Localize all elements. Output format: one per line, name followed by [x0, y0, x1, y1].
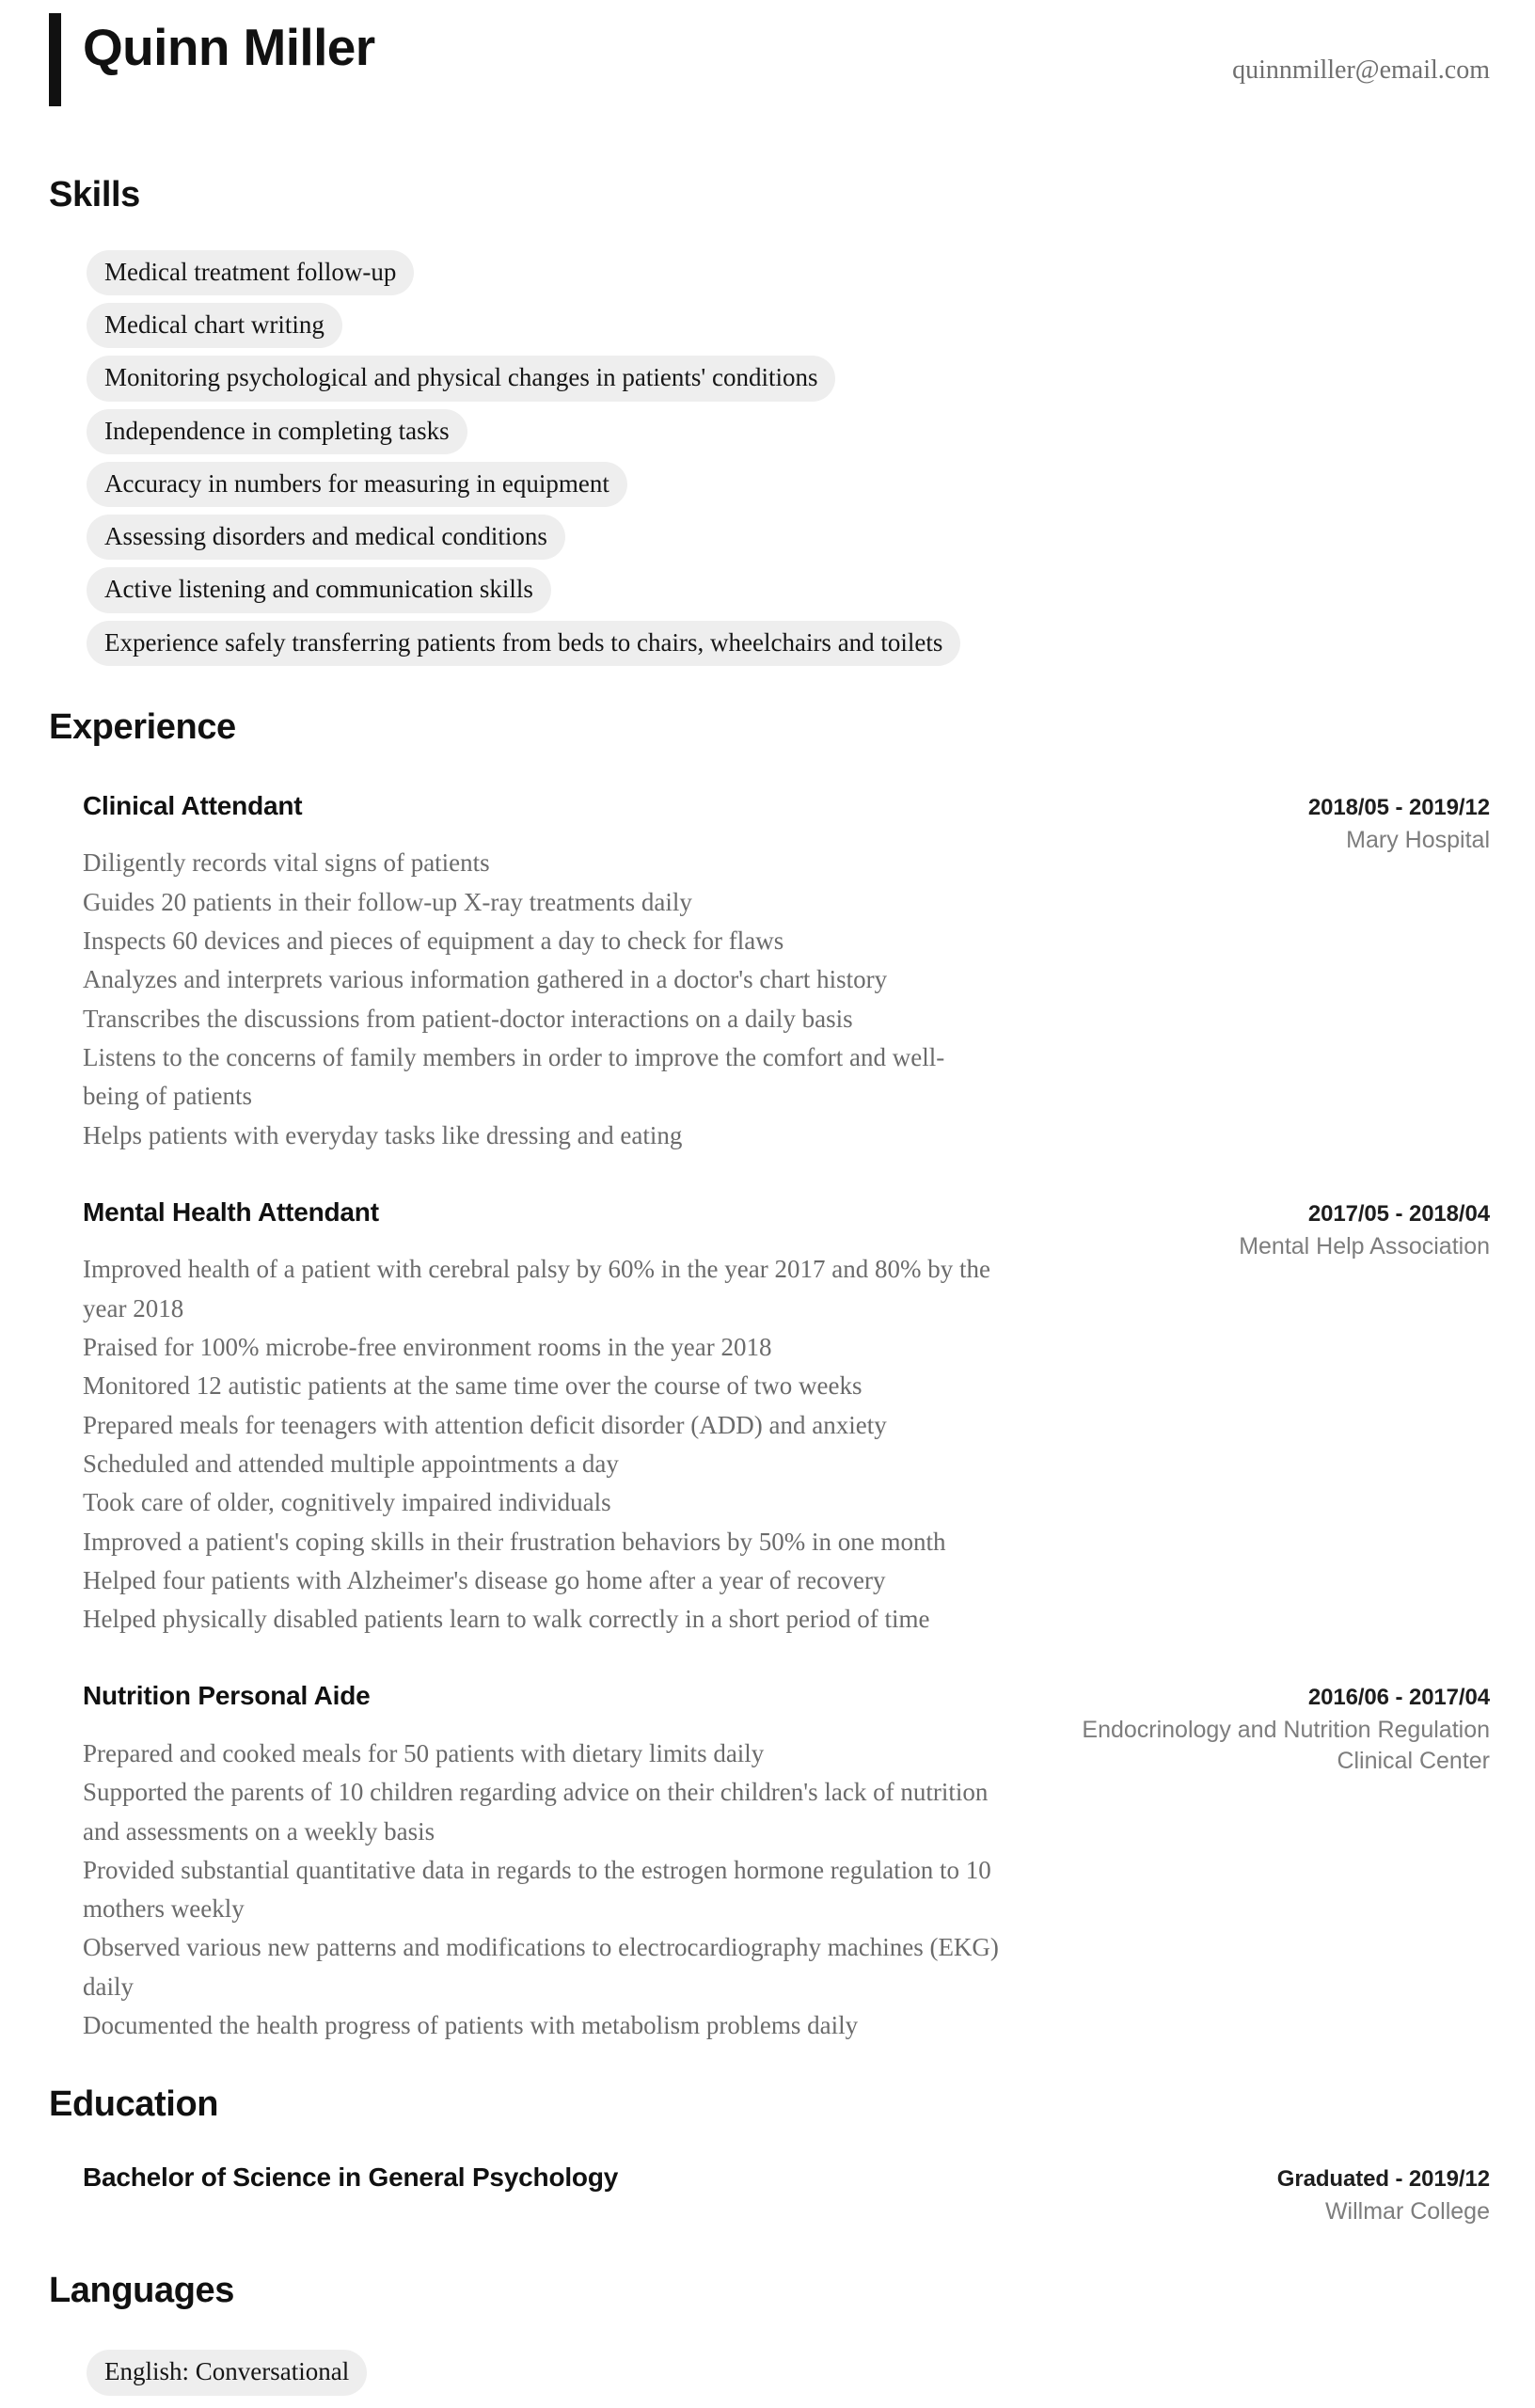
skill-pill: Independence in completing tasks: [87, 409, 467, 454]
job-description: [83, 1250, 1001, 1639]
job-organization: Endocrinology and Nutrition Regulation Clinical Center: [1082, 1717, 1490, 1775]
job-title: Nutrition Personal Aide: [83, 1681, 371, 1711]
name-block: [49, 13, 375, 106]
skill-row: [87, 567, 1490, 612]
job-description-line: Scheduled and attended multiple appointments a day: [83, 1449, 619, 1478]
experience-entry: [83, 790, 1490, 1155]
graduation-date: Graduated - 2019/12: [1276, 2166, 1490, 2193]
experience-entry-main: [83, 790, 1001, 1155]
job-title: Mental Health Attendant: [83, 1196, 379, 1227]
skills-pill-list: [87, 250, 1490, 666]
job-description-line: Observed various new patterns and modifications to electrocardiography machines (EKG) daily: [83, 1933, 999, 2001]
job-description-line: Improved a patient's coping skills in their frustration behaviors by 50% in one month: [83, 1527, 946, 1556]
languages-pill-list: [87, 2350, 1490, 2395]
job-description-line: Transcribes the discussions from patient-doctor interactions on a daily basis: [83, 1004, 853, 1033]
job-description-line: Documented the health progress of patients with metabolism problems daily: [83, 2011, 859, 2040]
education-entry: [83, 2162, 1490, 2227]
job-description-line: Improved health of a patient with cerebral palsy by 60% in the year 2017 and 80% by the year 2018: [83, 1255, 990, 1323]
skill-pill: Active listening and communication skills: [87, 567, 551, 612]
job-description-line: Inspects 60 devices and pieces of equipment a day to check for flaws: [83, 927, 784, 956]
languages-section-title: Languages: [49, 2271, 234, 2311]
resume-header: [49, 0, 1490, 124]
job-description-line: Helped physically disabled patients learn to walk correctly in a short period of time: [83, 1605, 930, 1634]
job-description: [83, 844, 1001, 1154]
accent-bar-decoration: [49, 13, 61, 106]
job-organization: Mary Hospital: [1346, 826, 1490, 853]
experience-entry-meta: [1001, 790, 1490, 856]
skills-section-title: Skills: [49, 175, 140, 214]
degree-title: Bachelor of Science in General Psychology: [83, 2162, 619, 2193]
job-description-line: Monitored 12 autistic patients at the same time over the course of two weeks: [83, 1371, 862, 1401]
job-organization: Mental Help Association: [1239, 1232, 1490, 1259]
job-description-line: Guides 20 patients in their follow-up X-ray treatments daily: [83, 887, 692, 916]
skill-row: [87, 356, 1490, 401]
education-entry-meta: [1001, 2162, 1490, 2227]
skill-pill: Medical treatment follow-up: [87, 250, 414, 295]
experience-entry: [83, 1680, 1490, 2045]
education-section: [49, 2086, 1490, 2227]
skill-row: [87, 250, 1490, 295]
job-dates: 2018/05 - 2019/12: [1307, 794, 1490, 820]
skill-row: [87, 621, 1490, 666]
skill-row: [87, 515, 1490, 560]
job-dates: 2016/06 - 2017/04: [1307, 1685, 1490, 1711]
job-description-line: Helped four patients with Alzheimer's disease go home after a year of recovery: [83, 1565, 886, 1594]
job-description-line: Praised for 100% microbe-free environment rooms in the year 2018: [83, 1333, 772, 1362]
job-description-line: Prepared and cooked meals for 50 patients with dietary limits daily: [83, 1739, 765, 1767]
education-section-title: Education: [49, 2084, 219, 2125]
skill-pill: Medical chart writing: [87, 303, 342, 348]
job-description-line: Took care of older, cognitively impaired individuals: [83, 1488, 611, 1517]
job-dates: 2017/05 - 2018/04: [1307, 1200, 1490, 1227]
education-entry-main: [83, 2162, 1001, 2194]
languages-section: [49, 2273, 1490, 2395]
skill-pill: Assessing disorders and medical conditions: [87, 515, 565, 560]
contact-email: quinnmiller@email.com: [1232, 55, 1490, 85]
job-description-line: Analyzes and interprets various information gathered in a doctor's chart history: [83, 965, 888, 994]
job-title: Clinical Attendant: [83, 790, 303, 820]
institution-name: Willmar College: [1324, 2198, 1490, 2226]
job-description-line: Listens to the concerns of family members in order to improve the comfort and well-being of patients: [83, 1042, 945, 1111]
job-description-line: Helps patients with everyday tasks like dressing and eating: [83, 1120, 683, 1149]
skill-pill: Accuracy in numbers for measuring in equipment: [87, 462, 627, 507]
job-description-line: Prepared meals for teenagers with attention deficit disorder (ADD) and anxiety: [83, 1410, 887, 1439]
experience-entry-main: [83, 1196, 1001, 1640]
job-description-line: Diligently records vital signs of patients: [83, 848, 490, 878]
job-description-line: Supported the parents of 10 children regarding advice on their children's lack of nutrition and assessments on a weekly basis: [83, 1778, 989, 1846]
experience-entry-meta: [1001, 1680, 1490, 1777]
experience-entry: [83, 1196, 1490, 1640]
job-description-line: Provided substantial quantitative data in regards to the estrogen hormone regulation to 10 mothers weekly: [83, 1855, 991, 1924]
candidate-name: Quinn Miller: [83, 18, 375, 76]
skill-pill: Monitoring psychological and physical changes in patients' conditions: [87, 356, 835, 401]
skill-row: [87, 462, 1490, 507]
job-description: [83, 1735, 1001, 2045]
language-pill: English: Conversational: [87, 2350, 367, 2395]
skill-row: [87, 409, 1490, 454]
skill-row: [87, 303, 1490, 348]
language-row: [87, 2350, 1490, 2395]
experience-entry-meta: [1001, 1196, 1490, 1262]
skills-section: [49, 177, 1490, 666]
experience-section-title: Experience: [49, 706, 236, 747]
experience-entry-main: [83, 1680, 1001, 2045]
skill-pill: Experience safely transferring patients from beds to chairs, wheelchairs and toilets: [87, 621, 960, 666]
experience-section: [49, 706, 1490, 2046]
